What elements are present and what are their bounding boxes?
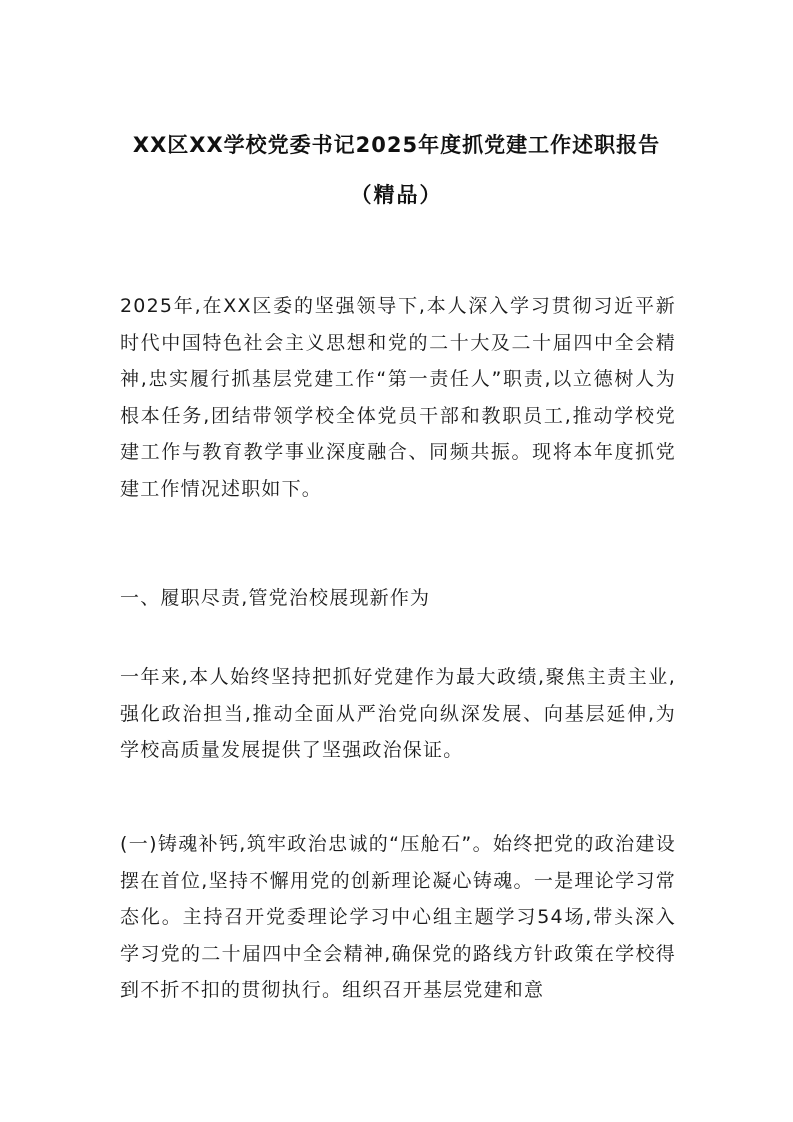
document-subtitle: （精品） [350, 183, 443, 207]
document-title: XX区XX学校党委书记2025年度抓党建工作述职报告 [132, 133, 661, 157]
section-intro-paragraph: 一年来,本人始终坚持把抓好党建作为最大政绩,聚焦主责主业,强化政治担当,推动全面从严治党向纵深发展、向基层延伸,为学校高质量发展提供了坚强政治保证。 [120, 666, 676, 761]
intro-paragraph: 2025年,在XX区委的坚强领导下,本人深入学习贯彻习近平新时代中国特色社会主义思想和党的二十大及二十届四中全会精神,忠实履行抓基层党建工作“第一责任人”职责,以立德树人为根本任务,团结带领学校全体党员干部和教职员工,推动学校党建工作与教育教学事业深度融合、同频共振。现将本年度抓党建工作情况述职如下。 [120, 295, 676, 500]
section-heading: 一、履职尽责,管党治校展现新作为 [120, 587, 431, 609]
subsection-paragraph: (一)铸魂补钙,筑牢政治忠诚的“压舱石”。始终把党的政治建设摆在首位,坚持不懈用党的创新理论凝心铸魂。一是理论学习常态化。主持召开党委理论学习中心组主题学习54场,带头深入学习党的二十届四中全会精神,确保党的路线方针政策在学校得到不折不扣的贯彻执行。组织召开基层党建和意 [120, 833, 676, 1001]
